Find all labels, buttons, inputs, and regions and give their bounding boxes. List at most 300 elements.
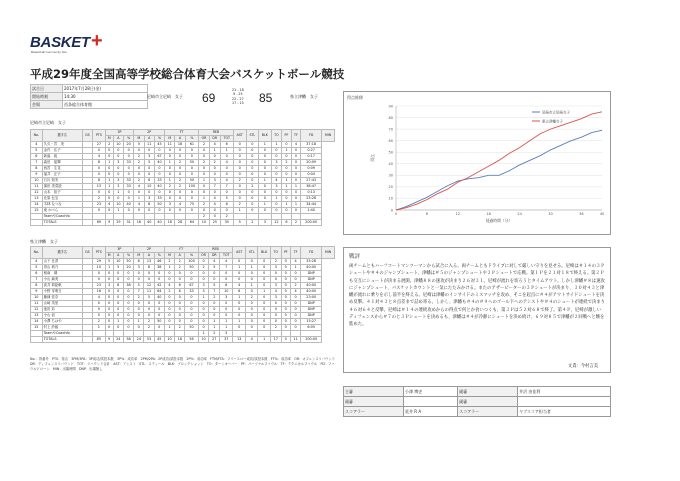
site-logo: [30, 30, 110, 56]
stat-cell: 0: [246, 160, 258, 166]
stat-cell: 8: [31, 283, 43, 289]
home-score: 69: [202, 91, 216, 105]
stat-cell: 6: [282, 220, 291, 226]
stat-cell: 10: [144, 184, 154, 190]
official-name: 井沼 由佳利: [518, 387, 611, 397]
stat-cell: 1: [233, 295, 246, 301]
stat-cell: 0: [246, 277, 258, 283]
stat-cell: 0: [291, 196, 301, 202]
stat-cell: 0: [209, 307, 220, 313]
stat-cell: 0: [175, 154, 185, 160]
stat-cell: DNP: [301, 301, 322, 307]
stat-cell: 0: [144, 166, 154, 172]
stat-cell: 2: [175, 178, 185, 184]
header-row: [31, 130, 335, 136]
stat-cell: 0: [123, 277, 133, 283]
column-header: TO: [271, 130, 281, 142]
logo-subtitle: Basketball Community Site: [31, 50, 67, 54]
stat-cell: 1: [165, 160, 175, 166]
stat-cell: 0: [209, 166, 220, 172]
column-header: No.: [31, 247, 43, 259]
info-key: 試合日: [31, 85, 63, 93]
stat-cell: 0: [199, 166, 210, 172]
stat-cell: 4: [93, 295, 105, 301]
legend-entry: 県立津幡女子: [542, 119, 563, 124]
stat-cell: 1: [199, 178, 210, 184]
stat-cell: 2: [164, 289, 174, 295]
stat-cell: 4: [209, 202, 220, 208]
stat-cell: 0: [185, 196, 198, 202]
stat-cell: 4: [31, 142, 43, 148]
stat-cell: 0: [113, 271, 123, 277]
stat-cell: 0: [105, 301, 113, 307]
stat-cell: 0: [134, 277, 144, 283]
player-name: 村上 紗綾: [42, 325, 82, 331]
stat-cell: 0: [164, 307, 174, 313]
stat-cell: 0: [185, 301, 198, 307]
stat-cell: 1: [233, 319, 246, 325]
stat-cell: 0: [165, 148, 175, 154]
stat-cell: 0: [220, 208, 233, 214]
stat-cell: 1: [209, 148, 220, 154]
stat-cell: 4: [134, 202, 144, 208]
stat-cell: 7: [220, 184, 233, 190]
stat-cell: 10: [113, 142, 123, 148]
y-tick-label: 50: [388, 150, 393, 155]
stat-cell: 0: [233, 196, 246, 202]
stat-cell: 0: [281, 265, 290, 271]
stat-cell: 0: [113, 166, 123, 172]
column-subheader: A: [175, 136, 185, 142]
stat-cell: 0: [258, 307, 271, 313]
stat-cell: 0: [258, 148, 271, 154]
stat-cell: 0: [291, 166, 301, 172]
stat-cell: 0: [144, 271, 154, 277]
stat-cell: 0: [144, 190, 154, 196]
stat-cell: 1: [271, 142, 281, 148]
stat-cell: 0: [175, 313, 185, 319]
official-name: 延井 R A: [404, 407, 458, 417]
stat-cell: 0: [154, 325, 164, 331]
stat-cell: 0: [271, 271, 281, 277]
stat-cell: 0: [246, 271, 258, 277]
stat-cell: 67: [185, 283, 198, 289]
y-tick-label: 70: [388, 127, 393, 132]
y-tick-label: 10: [388, 196, 393, 201]
stat-cell: 0: [198, 313, 209, 319]
stat-cell: 0: [175, 148, 185, 154]
column-header: PTS: [93, 247, 105, 259]
y-tick-label: 80: [388, 115, 393, 120]
stat-cell: 7: [31, 277, 43, 283]
stat-cell: 10: [199, 220, 210, 226]
stat-cell: 2: [290, 283, 300, 289]
stat-cell: 0: [290, 271, 300, 277]
stat-cell: 0: [105, 172, 113, 178]
stat-cell: 37: [220, 337, 233, 343]
stat-cell: 0: [246, 313, 258, 319]
quarter-scores: [232, 88, 244, 106]
column-header: PF: [281, 247, 290, 259]
stat-cell: 1: [282, 178, 291, 184]
stat-cell: 0: [258, 271, 271, 277]
stat-cell: 3: [271, 283, 281, 289]
stat-cell: 3: [220, 331, 233, 337]
stat-cell: 0: [282, 172, 291, 178]
quarter-score: 17 - 15: [232, 101, 244, 106]
stat-cell: 67: [154, 154, 164, 160]
y-axis-label: 得点: [370, 154, 375, 162]
info-key: 会場: [31, 101, 63, 109]
stat-cell: 4: [271, 178, 281, 184]
stat-cell: 0: [144, 208, 154, 214]
stat-cell: 0: [258, 325, 271, 331]
stat-cell: 0: [282, 142, 291, 148]
stat-cell: 0: [209, 190, 220, 196]
stat-cell: 0: [271, 172, 281, 178]
stat-cell: 8: [144, 265, 154, 271]
stat-cell: 15: [31, 325, 43, 331]
stat-cell: 1: [290, 265, 300, 271]
stat-cell: 0: [246, 319, 258, 325]
team2-stats-table: [30, 246, 335, 343]
stat-cell: 0: [258, 313, 271, 319]
stat-cell: 0: [154, 307, 164, 313]
stat-cell: 2: [175, 160, 185, 166]
stat-cell: 3: [198, 289, 209, 295]
stat-cell: 0: [165, 190, 175, 196]
player-name: 相南 瑚: [42, 271, 82, 277]
player-name: 久久・宮 美: [42, 142, 82, 148]
stat-cell: 0: [281, 259, 290, 265]
stat-cell: 0: [175, 295, 185, 301]
stat-cell: 8: [93, 160, 106, 166]
x-tick-label: 18: [486, 212, 491, 216]
player-name: 山本 裕子: [42, 190, 82, 196]
stat-cell: 0: [185, 154, 198, 160]
stat-cell: 0: [105, 190, 113, 196]
stat-cell: 3: [105, 283, 113, 289]
stat-cell: 0: [105, 148, 113, 154]
stat-cell: 10: [31, 295, 43, 301]
stat-cell: 10: [164, 337, 174, 343]
column-subheader: DR: [209, 136, 220, 142]
stat-cell: 0: [233, 301, 246, 307]
stat-cell: 0:13: [301, 190, 322, 196]
stat-cell: 0: [175, 307, 185, 313]
stat-cell: 40: [124, 202, 134, 208]
stat-cell: 0: [220, 154, 233, 160]
stat-cell: 0:27: [301, 148, 322, 154]
stat-cell: 0: [220, 271, 233, 277]
stat-cell: 0: [105, 325, 113, 331]
stat-cell: 13: [93, 184, 106, 190]
stat-cell: 3: [271, 160, 281, 166]
stat-cell: 4: [291, 142, 301, 148]
column-header: 2P: [134, 130, 165, 136]
stat-cell: 5: [220, 196, 233, 202]
stat-cell: 50: [123, 259, 133, 265]
stat-cell: 0: [246, 148, 258, 154]
stat-cell: 0: [113, 277, 123, 283]
stat-cell: 27: [93, 142, 106, 148]
stat-cell: 2: [144, 325, 154, 331]
stat-cell: 2: [175, 184, 185, 190]
stat-cell: 0:17: [301, 154, 322, 160]
stat-cell: 3: [209, 178, 220, 184]
stat-cell: 0: [123, 319, 133, 325]
stat-cell: 4: [220, 160, 233, 166]
stat-cell: 1: [198, 331, 209, 337]
stat-cell: 20: [124, 142, 134, 148]
column-header: TO: [271, 247, 281, 259]
column-subheader: %: [123, 253, 133, 259]
stat-cell: 0: [199, 208, 210, 214]
stat-cell: 0: [134, 271, 144, 277]
stat-cell: 5: [209, 265, 220, 271]
stat-cell: 0: [113, 196, 123, 202]
stat-cell: 5: [233, 220, 246, 226]
stat-cell: 0: [290, 313, 300, 319]
stat-cell: 0: [185, 172, 198, 178]
stat-cell: 1: [258, 178, 271, 184]
stat-cell: 0: [233, 307, 246, 313]
player-name: 池田 彩: [42, 307, 82, 313]
stat-cell: 8: [113, 283, 123, 289]
stat-cell: 0: [105, 166, 113, 172]
stat-cell: 0: [165, 196, 175, 202]
stat-cell: 45: [154, 142, 164, 148]
stat-cell: 0: [246, 172, 258, 178]
stat-cell: 0: [154, 208, 164, 214]
officials-table: [343, 386, 611, 417]
column-subheader: M: [134, 253, 144, 259]
stat-cell: 0: [209, 271, 220, 277]
stat-cell: 4: [220, 259, 233, 265]
stat-cell: 85: [93, 337, 105, 343]
stat-cell: 0: [144, 148, 154, 154]
stat-cell: 53: [144, 337, 154, 343]
player-name: 木林 なつな: [42, 202, 82, 208]
stat-cell: 64: [154, 289, 164, 295]
column-subheader: %: [154, 136, 164, 142]
stat-cell: 0: [199, 184, 210, 190]
stat-cell: 0: [113, 301, 123, 307]
stat-cell: 0: [271, 166, 281, 172]
stat-cell: 0: [271, 277, 281, 283]
stat-cell: 100: [185, 259, 198, 265]
stat-cell: 42: [154, 283, 164, 289]
stat-cell: 2: [134, 154, 144, 160]
stat-cell: 3: [165, 202, 175, 208]
stat-cell: 27:43: [301, 178, 322, 184]
stat-cell: 0: [165, 208, 175, 214]
officials-row: [344, 407, 611, 417]
stat-cell: 35: [220, 220, 233, 226]
stat-cell: 40: [154, 220, 164, 226]
stat-cell: 40:00: [301, 265, 322, 271]
stat-cell: 0: [93, 190, 106, 196]
stat-cell: 14: [31, 319, 43, 325]
stat-cell: 0: [185, 208, 198, 214]
stat-cell: 0: [93, 208, 106, 214]
stat-cell: 2: [209, 331, 220, 337]
stat-cell: 18: [165, 220, 175, 226]
stat-cell: 1: [282, 202, 291, 208]
stat-cell: 0: [124, 172, 134, 178]
stat-cell: 9: [31, 289, 43, 295]
stat-cell: 0: [199, 172, 210, 178]
stat-cell: 0: [271, 148, 281, 154]
stat-cell: 0: [175, 166, 185, 172]
stat-cell: 3: [271, 265, 281, 271]
stat-cell: 0: [258, 295, 271, 301]
column-subheader: OR: [198, 253, 209, 259]
stat-cell: 3: [220, 295, 233, 301]
stat-cell: 2: [105, 142, 113, 148]
stat-cell: 1: [220, 319, 233, 325]
column-header: MIN: [322, 130, 335, 142]
stat-cell: 2: [271, 325, 281, 331]
stat-cell: 0: [185, 148, 198, 154]
stat-cell: 0: [282, 190, 291, 196]
stat-cell: 0: [233, 148, 246, 154]
stat-cell: 8: [220, 283, 233, 289]
stat-cell: 0: [271, 190, 281, 196]
stat-cell: 20: [123, 265, 133, 271]
stat-cell: 0: [258, 259, 271, 265]
stat-cell: 0: [113, 289, 123, 295]
stat-cell: 0: [165, 154, 175, 160]
stat-cell: 0: [124, 148, 134, 154]
stat-cell: 100: [185, 184, 198, 190]
stat-cell: 12: [31, 307, 43, 313]
stat-cell: 0: [134, 172, 144, 178]
column-header: FD: [301, 247, 322, 259]
stat-cell: 1: [164, 325, 174, 331]
stat-cell: 0: [165, 172, 175, 178]
stat-cell: 8: [93, 178, 106, 184]
stat-cell: 0: [290, 301, 300, 307]
stat-cell: 0: [185, 166, 198, 172]
stat-cell: 0: [154, 148, 164, 154]
stat-cell: 5: [113, 265, 123, 271]
column-header: TF: [290, 247, 300, 259]
stat-cell: 10: [113, 202, 123, 208]
stat-cell: 0: [113, 307, 123, 313]
stat-cell: 0: [93, 313, 105, 319]
stat-cell: 28: [175, 220, 185, 226]
stat-cell: 3: [258, 220, 271, 226]
y-tick-label: 60: [388, 138, 393, 143]
stat-cell: 0: [123, 295, 133, 301]
stat-cell: 0: [105, 154, 113, 160]
stat-cell: 0: [105, 271, 113, 277]
stat-cell: 0: [123, 313, 133, 319]
stat-cell: 1: [291, 202, 301, 208]
stat-cell: 0: [154, 313, 164, 319]
stat-cell: 6: [220, 142, 233, 148]
stat-cell: 0: [246, 202, 258, 208]
stat-cell: 2: [199, 142, 210, 148]
stat-cell: 0: [198, 325, 209, 331]
x-tick-label: 24: [517, 212, 522, 216]
stat-cell: 0: [124, 190, 134, 196]
stat-cell: [82, 220, 93, 226]
stat-cell: 2: [233, 178, 246, 184]
stat-cell: 0: [233, 277, 246, 283]
player-name: 森田 瑶輝: [42, 160, 82, 166]
stat-cell: 0: [175, 172, 185, 178]
stat-cell: 1: [258, 289, 271, 295]
stat-cell: 0: [198, 307, 209, 313]
stat-cell: 0: [175, 208, 185, 214]
stat-cell: 56: [185, 337, 198, 343]
stat-cell: 0: [124, 154, 134, 160]
table-row: [31, 337, 335, 343]
player-name: 小山 浪: [42, 313, 82, 319]
stat-cell: 0: [105, 313, 113, 319]
stat-cell: 2: [282, 160, 291, 166]
player-name: 福井 正子: [42, 172, 82, 178]
stat-cell: 0: [271, 154, 281, 160]
stat-cell: 1: [258, 337, 271, 343]
stat-cell: 23: [93, 283, 105, 289]
game-info-table: [30, 84, 148, 109]
stat-cell: 0: [154, 166, 164, 172]
column-subheader: DR: [209, 253, 220, 259]
stat-cell: 0: [291, 190, 301, 196]
stat-cell: 50: [185, 325, 198, 331]
stat-cell: 0: [209, 154, 220, 160]
stat-cell: 3: [113, 160, 123, 166]
stat-cell: 33: [124, 184, 134, 190]
stat-cell: 0: [209, 208, 220, 214]
stat-cell: 1: [246, 283, 258, 289]
stat-cell: 0: [271, 307, 281, 313]
stat-cell: 17: [271, 337, 281, 343]
stat-cell: 25: [209, 220, 220, 226]
column-subheader: M: [105, 253, 113, 259]
column-subheader: %: [185, 136, 198, 142]
column-header: 選手名: [42, 130, 82, 142]
stat-cell: 6: [175, 283, 185, 289]
stat-cell: 0: [246, 166, 258, 172]
info-value: 14:30: [63, 93, 148, 101]
stat-cell: 0: [198, 277, 209, 283]
stat-cell: 0: [123, 271, 133, 277]
stat-cell: 0: [164, 277, 174, 283]
x-tick-label: 6: [425, 212, 429, 216]
y-tick-label: 30: [388, 173, 393, 178]
stat-cell: 0: [154, 271, 164, 277]
stat-cell: 6: [31, 154, 43, 160]
stat-cell: 4: [233, 283, 246, 289]
stat-cell: 40:00: [301, 283, 322, 289]
stat-cell: 0: [246, 196, 258, 202]
stat-cell: 0: [175, 271, 185, 277]
info-row: [31, 85, 148, 93]
stat-cell: 0: [233, 184, 246, 190]
info-row: [31, 101, 148, 109]
stat-cell: 0: [93, 307, 105, 313]
stat-cell: 0:09: [301, 166, 322, 172]
stat-cell: 0: [175, 196, 185, 202]
player-name: 青山 莉乃: [42, 265, 82, 271]
table-row: [31, 220, 335, 226]
stat-cell: 3: [113, 184, 123, 190]
y-tick-label: 40: [388, 162, 393, 167]
